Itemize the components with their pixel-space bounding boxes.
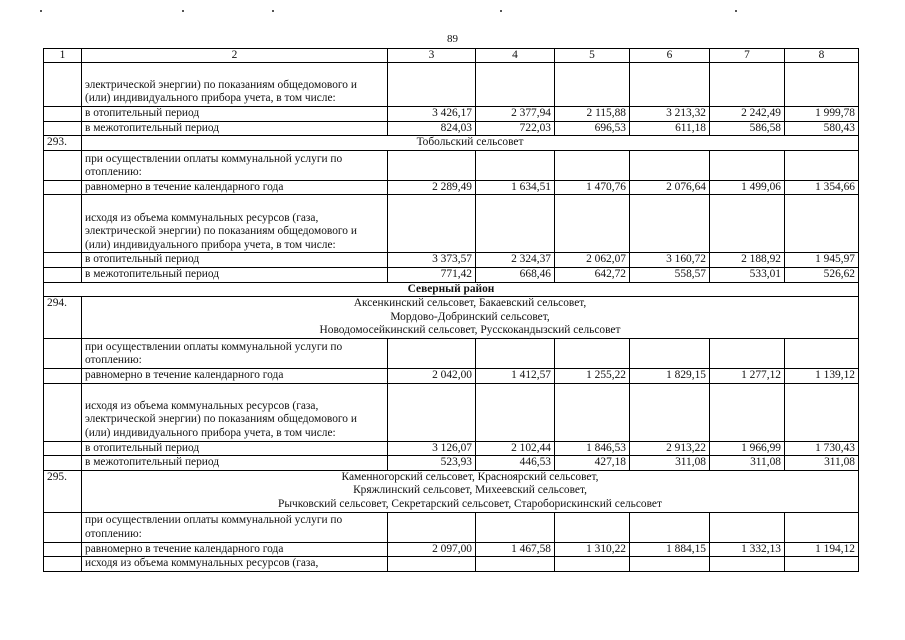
section-title-line: Мордово-Добринский сельсовет,	[390, 310, 550, 323]
table-row	[44, 121, 859, 136]
value-cell: 824,03	[388, 121, 476, 136]
value-cell: 1 139,12	[785, 368, 859, 383]
value-cell: 3 160,72	[630, 253, 710, 268]
header-row	[44, 49, 859, 63]
value-cell: 311,08	[785, 456, 859, 471]
value-cell: 1 829,15	[630, 368, 710, 383]
table-row	[44, 542, 859, 557]
tariff-table	[43, 48, 859, 572]
value-cell: 642,72	[555, 267, 630, 282]
section-title: Тобольский сельсовет	[82, 136, 859, 151]
section-row	[44, 136, 859, 151]
index-cell	[44, 441, 82, 456]
row-label: равномерно в течение календарного года	[82, 368, 388, 383]
value-cell: 1 467,58	[476, 542, 555, 557]
value-cell: 446,53	[476, 456, 555, 471]
empty-cell	[710, 383, 785, 441]
section-title-line: Рычковский сельсовет, Секретарский сельсовет, Староборискинский сельсовет	[278, 497, 662, 510]
value-cell: 1 354,66	[785, 180, 859, 195]
value-cell: 696,53	[555, 121, 630, 136]
empty-cell	[388, 557, 476, 572]
value-cell: 1 412,57	[476, 368, 555, 383]
value-cell: 2 377,94	[476, 107, 555, 122]
value-cell: 526,62	[785, 267, 859, 282]
value-cell: 1 310,22	[555, 542, 630, 557]
value-cell: 1 846,53	[555, 441, 630, 456]
empty-cell	[388, 150, 476, 180]
empty-cell	[710, 195, 785, 253]
value-cell: 1 999,78	[785, 107, 859, 122]
scan-dots	[0, 10, 905, 18]
row-label: в отопительный период	[82, 253, 388, 268]
table-row	[44, 253, 859, 268]
section-title-line: Аксенкинский сельсовет, Бакаевский сельсовет,	[353, 297, 587, 310]
section-title	[82, 297, 859, 339]
empty-cell	[476, 557, 555, 572]
table-row	[44, 338, 859, 368]
empty-cell	[630, 512, 710, 542]
value-cell: 1 499,06	[710, 180, 785, 195]
description-cell: исходя из объема коммунальных ресурсов (газа, электрической энергии) по показаниям общедомового и (или) индивидуального прибора учета, в том числе:	[82, 195, 388, 253]
row-label: равномерно в течение календарного года	[82, 180, 388, 195]
value-cell: 1 277,12	[710, 368, 785, 383]
index-cell	[44, 63, 82, 107]
value-cell: 1 884,15	[630, 542, 710, 557]
index-cell: 295.	[44, 470, 82, 512]
empty-cell	[555, 150, 630, 180]
empty-cell	[785, 512, 859, 542]
description-cell: при осуществлении оплаты коммунальной услуги по отоплению:	[82, 512, 388, 542]
value-cell: 427,18	[555, 456, 630, 471]
row-label: в отопительный период	[82, 107, 388, 122]
value-cell: 3 426,17	[388, 107, 476, 122]
empty-cell	[785, 63, 859, 107]
index-cell	[44, 383, 82, 441]
empty-cell	[630, 383, 710, 441]
section-title-line: Каменногорский сельсовет, Красноярский сельсовет,	[341, 470, 599, 483]
value-cell: 586,58	[710, 121, 785, 136]
value-cell: 2 062,07	[555, 253, 630, 268]
header-cell: 7	[710, 49, 785, 63]
empty-cell	[555, 195, 630, 253]
empty-cell	[388, 383, 476, 441]
empty-cell	[785, 338, 859, 368]
header-cell: 8	[785, 49, 859, 63]
row-label: равномерно в течение календарного года	[82, 542, 388, 557]
value-cell: 1 470,76	[555, 180, 630, 195]
index-cell	[44, 368, 82, 383]
index-cell	[44, 121, 82, 136]
table-row	[44, 441, 859, 456]
header-cell: 5	[555, 49, 630, 63]
section-row	[44, 470, 859, 512]
value-cell: 2 289,49	[388, 180, 476, 195]
empty-cell	[630, 195, 710, 253]
empty-cell	[630, 150, 710, 180]
section-row	[44, 297, 859, 339]
index-cell: 293.	[44, 136, 82, 151]
empty-cell	[555, 512, 630, 542]
empty-cell	[476, 150, 555, 180]
value-cell: 1 332,13	[710, 542, 785, 557]
empty-cell	[388, 338, 476, 368]
empty-cell	[710, 63, 785, 107]
empty-cell	[555, 557, 630, 572]
table-row	[44, 456, 859, 471]
value-cell: 3 373,57	[388, 253, 476, 268]
empty-cell	[555, 338, 630, 368]
table-row	[44, 512, 859, 542]
empty-cell	[388, 512, 476, 542]
empty-cell	[630, 557, 710, 572]
header-cell: 3	[388, 49, 476, 63]
header-cell: 2	[82, 49, 388, 63]
value-cell: 1 634,51	[476, 180, 555, 195]
table-row	[44, 267, 859, 282]
table-row	[44, 107, 859, 122]
empty-cell	[630, 63, 710, 107]
empty-cell	[710, 557, 785, 572]
row-label: в отопительный период	[82, 441, 388, 456]
empty-cell	[388, 195, 476, 253]
empty-cell	[555, 63, 630, 107]
value-cell: 523,93	[388, 456, 476, 471]
header-cell: 4	[476, 49, 555, 63]
empty-cell	[630, 338, 710, 368]
value-cell: 311,08	[710, 456, 785, 471]
index-cell	[44, 456, 82, 471]
value-cell: 2 324,37	[476, 253, 555, 268]
empty-cell	[785, 150, 859, 180]
value-cell: 3 126,07	[388, 441, 476, 456]
description-cell: исходя из объема коммунальных ресурсов (газа, электрической энергии) по показаниям общедомового и (или) индивидуального прибора учета, в том числе:	[82, 383, 388, 441]
description-cell: исходя из объема коммунальных ресурсов (газа,	[82, 557, 388, 572]
value-cell: 3 213,32	[630, 107, 710, 122]
index-cell	[44, 512, 82, 542]
index-cell	[44, 338, 82, 368]
empty-cell	[785, 195, 859, 253]
empty-cell	[388, 63, 476, 107]
value-cell: 2 913,22	[630, 441, 710, 456]
description-cell: при осуществлении оплаты коммунальной услуги по отоплению:	[82, 150, 388, 180]
index-cell	[44, 195, 82, 253]
index-cell	[44, 267, 82, 282]
value-cell: 2 097,00	[388, 542, 476, 557]
value-cell: 722,03	[476, 121, 555, 136]
empty-cell	[785, 557, 859, 572]
value-cell: 2 102,44	[476, 441, 555, 456]
value-cell: 2 188,92	[710, 253, 785, 268]
table-row	[44, 383, 859, 441]
value-cell: 2 115,88	[555, 107, 630, 122]
description-cell: при осуществлении оплаты коммунальной услуги по отоплению:	[82, 338, 388, 368]
empty-cell	[476, 512, 555, 542]
index-cell	[44, 150, 82, 180]
header-cell: 1	[44, 49, 82, 63]
empty-cell	[476, 383, 555, 441]
description-cell: электрической энергии) по показаниям общедомового и (или) индивидуального прибора учета, в том числе:	[82, 63, 388, 107]
value-cell: 533,01	[710, 267, 785, 282]
header-cell: 6	[630, 49, 710, 63]
section-title-line: Новодомосейкинский сельсовет, Русскокандызский сельсовет	[319, 324, 621, 337]
value-cell: 771,42	[388, 267, 476, 282]
section-title	[82, 470, 859, 512]
empty-cell	[476, 63, 555, 107]
index-cell	[44, 542, 82, 557]
value-cell: 668,46	[476, 267, 555, 282]
empty-cell	[476, 195, 555, 253]
empty-cell	[710, 338, 785, 368]
value-cell: 1 730,43	[785, 441, 859, 456]
index-cell	[44, 253, 82, 268]
district-title: Северный район	[44, 282, 859, 297]
row-label: в межотопительный период	[82, 267, 388, 282]
index-cell	[44, 107, 82, 122]
value-cell: 311,08	[630, 456, 710, 471]
table-row	[44, 368, 859, 383]
value-cell: 1 194,12	[785, 542, 859, 557]
page-number: 89	[447, 33, 458, 45]
table-row	[44, 557, 859, 572]
table-row	[44, 150, 859, 180]
value-cell: 558,57	[630, 267, 710, 282]
table-row	[44, 180, 859, 195]
empty-cell	[555, 383, 630, 441]
value-cell: 2 242,49	[710, 107, 785, 122]
table-row	[44, 195, 859, 253]
empty-cell	[710, 150, 785, 180]
empty-cell	[710, 512, 785, 542]
value-cell: 1 255,22	[555, 368, 630, 383]
value-cell: 2 042,00	[388, 368, 476, 383]
row-label: в межотопительный период	[82, 121, 388, 136]
index-cell: 294.	[44, 297, 82, 339]
value-cell: 2 076,64	[630, 180, 710, 195]
row-label: в межотопительный период	[82, 456, 388, 471]
index-cell	[44, 180, 82, 195]
index-cell	[44, 557, 82, 572]
section-title-line: Кряжлинский сельсовет, Михеевский сельсовет,	[353, 484, 587, 497]
value-cell: 1 966,99	[710, 441, 785, 456]
value-cell: 611,18	[630, 121, 710, 136]
district-row	[44, 282, 859, 297]
value-cell: 1 945,97	[785, 253, 859, 268]
empty-cell	[785, 383, 859, 441]
empty-cell	[476, 338, 555, 368]
table-row	[44, 63, 859, 107]
value-cell: 580,43	[785, 121, 859, 136]
